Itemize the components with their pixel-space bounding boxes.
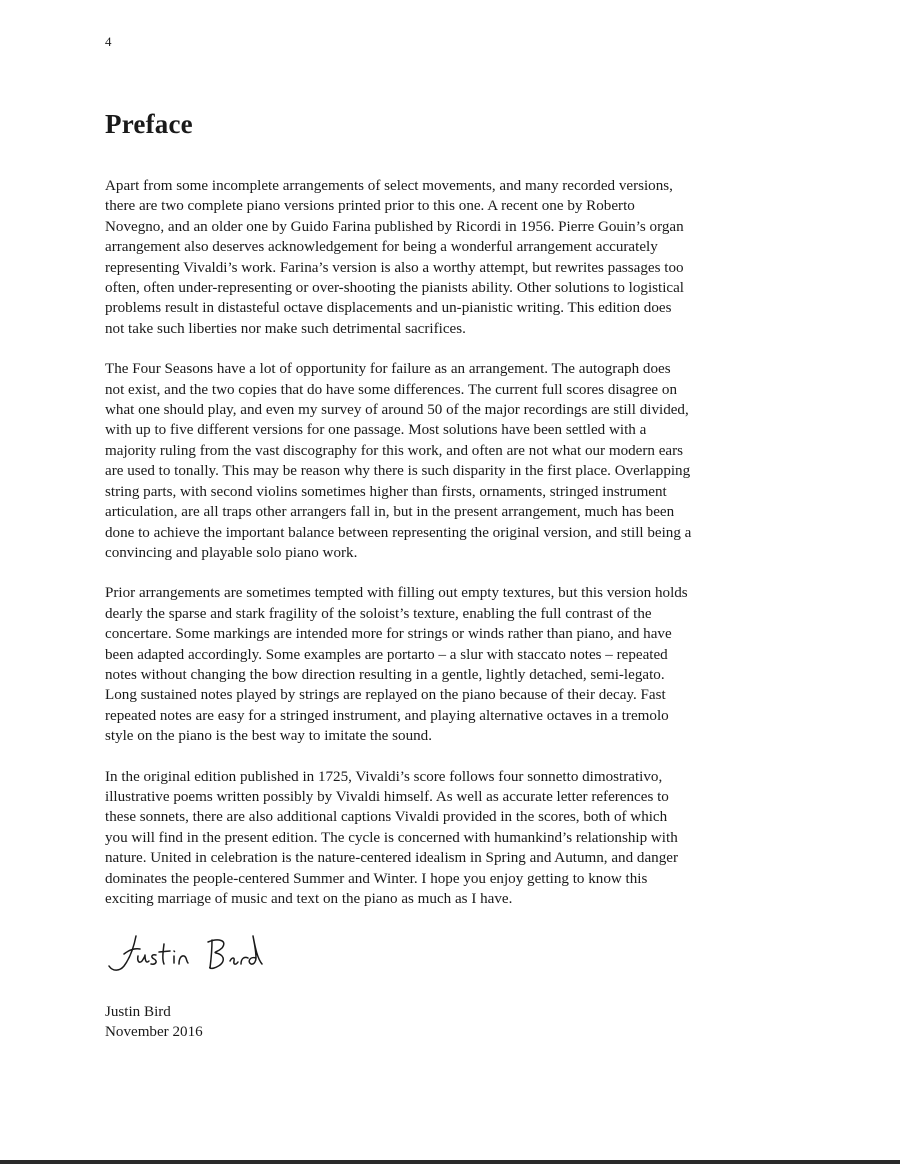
preface-body — [105, 176, 795, 929]
paragraph-2: The Four Seasons have a lot of opportunity for failure as an arrangement. The autograph does not exist, and the two copies that do have some differences. The current full scores disagree on what one should play, and even my survey of around 50 of the major recordings are still divided, with up to five different versions for one passage. Most solutions have been settled with a majority ruling from the vast discography for this work, and often are not what our modern ears are used to tonally. This may be reason why there is such disparity in the first place. Overlapping string parts, with second violins sometimes higher than firsts, ornaments, stringed instrument articulation, are all traps other arrangers fall in, but in the present arrangement, much has been done to achieve the important balance between representing the original version, and still being a convincing and playable solo piano work. — [105, 361, 692, 561]
paragraph-3: Prior arrangements are sometimes tempted with filling out empty textures, but this version holds dearly the sparse and stark fragility of the soloist’s texture, enabling the full contrast of the concertare. Some markings are intended more for strings or winds rather than piano, and have been adapted accordingly. Some examples are portarto – a slur with staccato notes – repeated notes without changing the bow direction resulting in a gentle, lightly detached, semi-legato. Long sustained notes played by strings are replayed on the piano because of their decay. Fast repeated notes are easy for a stringed instrument, and playing alternative octaves in a tremolo style on the piano is the best way to imitate the sound. — [105, 585, 688, 745]
paragraph-1: Apart from some incomplete arrangements of select movements, and many recorded versions, there are two complete piano versions printed prior to this one. A recent one by Roberto Novegno, and an older one by Guido Farina published by Ricordi in 1956. Pierre Gouin’s organ arrangement also deserves acknowledgement for being a wonderful arrangement accurately representing Vivaldi’s work. Farina’s version is also a worthy attempt, but rewrites passages too often, often under-representing or over-shooting the pianists ability. Other solutions to logistical problems result in distasteful octave displacements and un-pianistic writing. This edition does not take such liberties nor make such detrimental sacrifices. — [105, 178, 684, 337]
sign-off — [105, 1002, 203, 1043]
page-number: 4 — [105, 34, 112, 49]
page-title: Preface — [105, 109, 193, 139]
author-name: Justin Bird — [105, 1004, 171, 1020]
paragraph-4: In the original edition published in 1725, Vivaldi’s score follows four sonnetto dimostrativo, illustrative poems written possibly by Vivaldi himself. As well as accurate letter references to these sonnets, there are also additional captions Vivaldi provided in the scores, both of which you will find in the present edition. The cycle is concerned with humankind’s relationship with nature. United in celebration is the nature-centered idealism in Spring and Autumn, and danger dominates the people-centered Summer and Winter. I hope you enjoy getting to know this exciting marriage of music and text on the piano as much as I have. — [105, 768, 678, 907]
handwritten-signature-icon — [104, 928, 274, 980]
page-bottom-border — [0, 1160, 900, 1164]
date: November 2016 — [105, 1024, 203, 1041]
